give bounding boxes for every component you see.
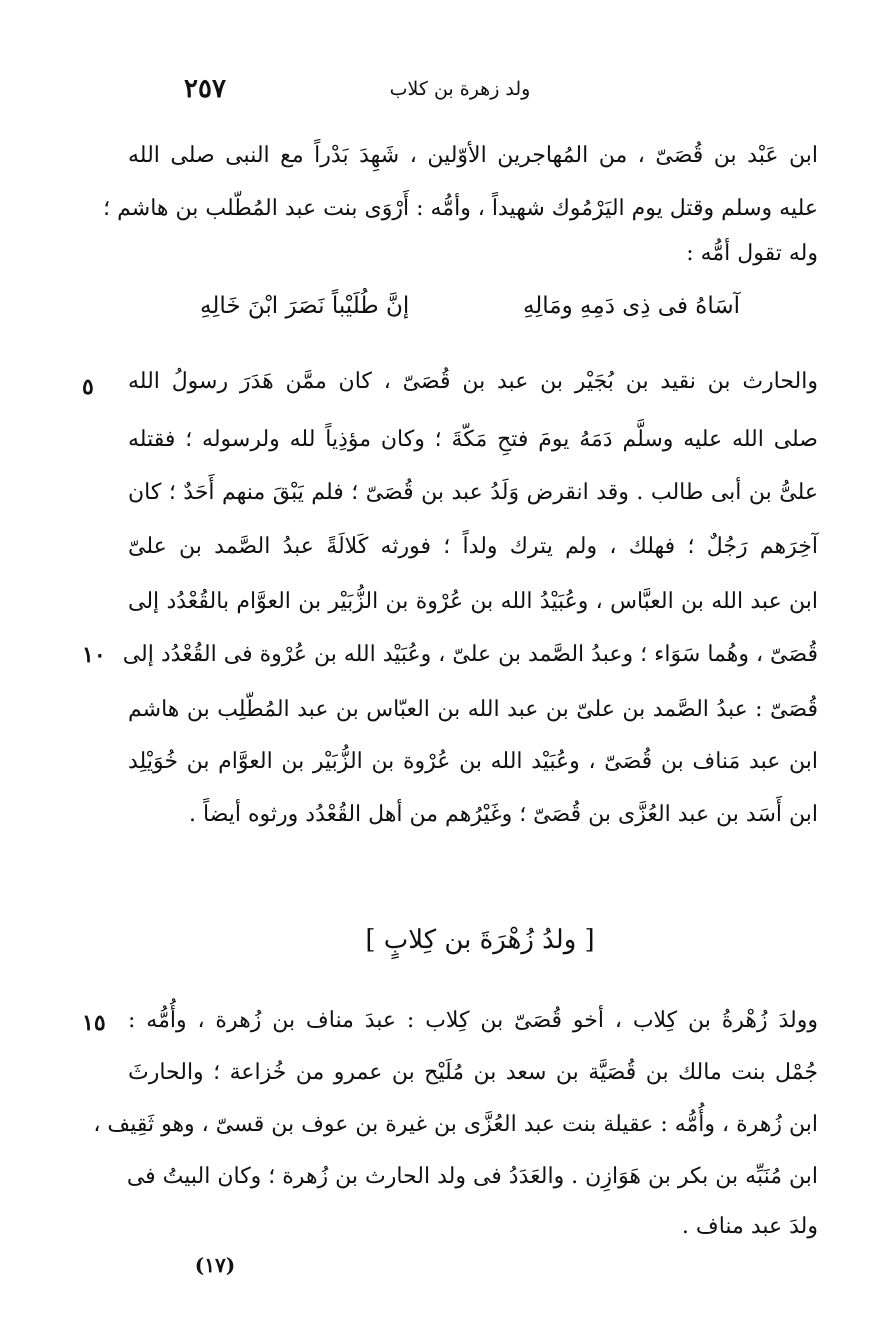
text-line: علىُّ بن أبى طالب . وقد انقرض وَلَدُ عبد بن قُصَىّ ؛ فلم يَبْقَ منهم أَحَدٌ ؛ كان	[128, 480, 818, 505]
verse-first-hemistich: إنَّ طُلَيْباً نَصَرَ ابْنَ خَالِهِ	[200, 293, 410, 319]
text-line: وله تقول أمُّه :	[686, 241, 818, 266]
line-number: ١٥	[82, 1010, 106, 1036]
text-line: ابن عبد الله بن العبَّاس ، وعُبَيْدُ الله بن عُرْوة بن الزُّبَيْر بن العوَّام بالقُعْدُد إلى	[128, 589, 818, 614]
verse-couplet	[200, 290, 740, 322]
text-line: آخِرَهم رَجُلٌ ؛ فهلك ، ولم يترك ولداً ؛ فورثه كَلالَةً عبدُ الصَّمد بن علىّ	[128, 534, 818, 559]
text-line: ابن مُنَبِّه بن بكر بن هَوَازِن . والعَدَدُ فى ولد الحارث بن زُهرة ؛ وكان البيتُ فى	[126, 1164, 818, 1189]
running-header: ولد زهرة بن كلاب	[389, 78, 531, 100]
page-number: ٢٥٧	[184, 74, 226, 104]
line-number: ٥	[82, 374, 94, 400]
text-line: ابن عبد مَناف بن قُصَىّ ، وعُبَيْد الله بن عُرْوة بن الزُّبَيْر بن العوَّام بن خُوَيْلِد	[128, 749, 818, 774]
line-number: ١٠	[82, 642, 106, 668]
text-line: عليه وسلم وقتل يوم اليَرْمُوك شهيداً ، وأمُّه : أَرْوَى بنت عبد المُطّلب بن هاشم ؛	[103, 196, 818, 221]
verse-second-hemistich: آسَاهُ فى ذِى دَمِهِ ومَالِهِ	[522, 293, 740, 319]
text-line: والحارث بن نقيد بن بُجَيْر بن عبد بن قُصَىّ ، كان ممَّن هَدَرَ رسولُ الله	[128, 369, 818, 394]
text-line: ابن زُهرة ، وأُمُّه : عقيلة بنت عبد العُزَّى بن غيرة بن عوف بن قسىّ ، وهو ثَقِيف ،	[93, 1112, 818, 1137]
section-heading: [ ولدُ زُهْرَةَ بن كِلابٍ ]	[365, 925, 595, 955]
text-line: قُصَىّ ، وهُما سَوَاء ؛ وعبدُ الصَّمد بن علىّ ، وعُبَيْد الله بن عُرْوة فى القُعْدُد إلى	[122, 642, 818, 667]
text-line: ابن عَبْد بن قُصَىّ ، من المُهاجرين الأوّلين ، شَهِدَ بَدْراً مع النبى صلى الله	[128, 143, 818, 168]
printer-signature: (١٧)	[194, 1253, 236, 1277]
text-line: جُمْل بنت مالك بن قُصَيَّة بن سعد بن مُلَيْح بن عمرو من خُزاعة ؛ والحارثَ	[128, 1060, 818, 1085]
text-line: وولدَ زُهْرةُ بن كِلاب ، أخو قُصَىّ بن كِلاب : عبدَ مناف بن زُهرة ، وأُمُّه :	[128, 1008, 818, 1033]
text-line: قُصَىّ : عبدُ الصَّمد بن علىّ بن عبد الله بن العبّاس بن عبد المُطّلِب بن هاشم	[128, 697, 818, 722]
text-line: صلى الله عليه وسلَّم دَمَهُ يومَ فتحِ مَكّةَ ؛ وكان مؤذِياً لله ولرسوله ؛ فقتله	[128, 427, 818, 452]
text-line: ولدَ عبد مناف .	[681, 1214, 818, 1239]
text-line: ابن أَسَد بن عبد العُزَّى بن قُصَىّ ؛ وغَيْرُهم من أهل القُعْدُد ورثوه أيضاً .	[189, 802, 818, 827]
